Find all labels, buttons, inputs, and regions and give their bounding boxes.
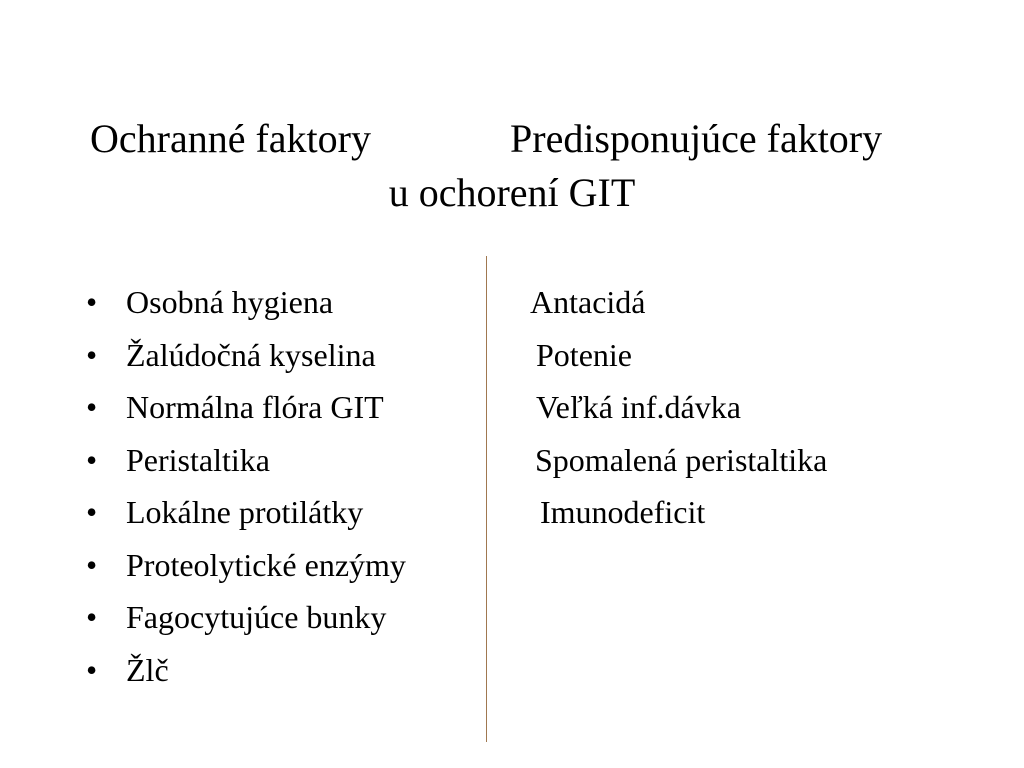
list-item-label: Žalúdočná kyselina [126,336,376,373]
bullet-icon: • [86,651,98,688]
list-item-label: Proteolytické enzýmy [126,546,406,583]
title-predisposing-factors: Predisponujúce faktory [510,116,883,161]
list-item: Imunodeficit [540,494,706,530]
title-subtitle-git: u ochorení GIT [388,170,636,215]
bullet-icon: • [86,599,98,635]
list-item: Veľká inf.dávka [536,389,741,425]
list-item-label: Osobná hygiena [126,284,334,320]
bullet-icon: • [86,389,98,425]
list-item-label: Žlč [126,651,169,688]
bullet-icon: • [86,546,98,583]
bullet-icon: • [86,336,98,373]
bullet-icon: • [86,284,98,320]
predisposing-factors-list [0,276,827,539]
bullet-icon: • [86,441,98,478]
title-protective-factors: Ochranné faktory [90,116,371,161]
bullet-icon: • [86,494,98,530]
list-item [86,644,406,697]
list-item [86,539,406,592]
list-item: Potenie [536,336,632,373]
slide-title [0,112,1024,220]
title-row-1 [0,112,1024,166]
list-item-label: Fagocytujúce bunky [126,599,387,635]
list-item-label: Peristaltika [126,441,270,478]
list-item-label: Normálna flóra GIT [126,389,384,425]
list-item-label: Lokálne protilátky [126,494,364,530]
list-item [86,591,406,644]
list-item: Spomalená peristaltika [535,441,828,478]
list-item: Antacidá [530,284,646,320]
